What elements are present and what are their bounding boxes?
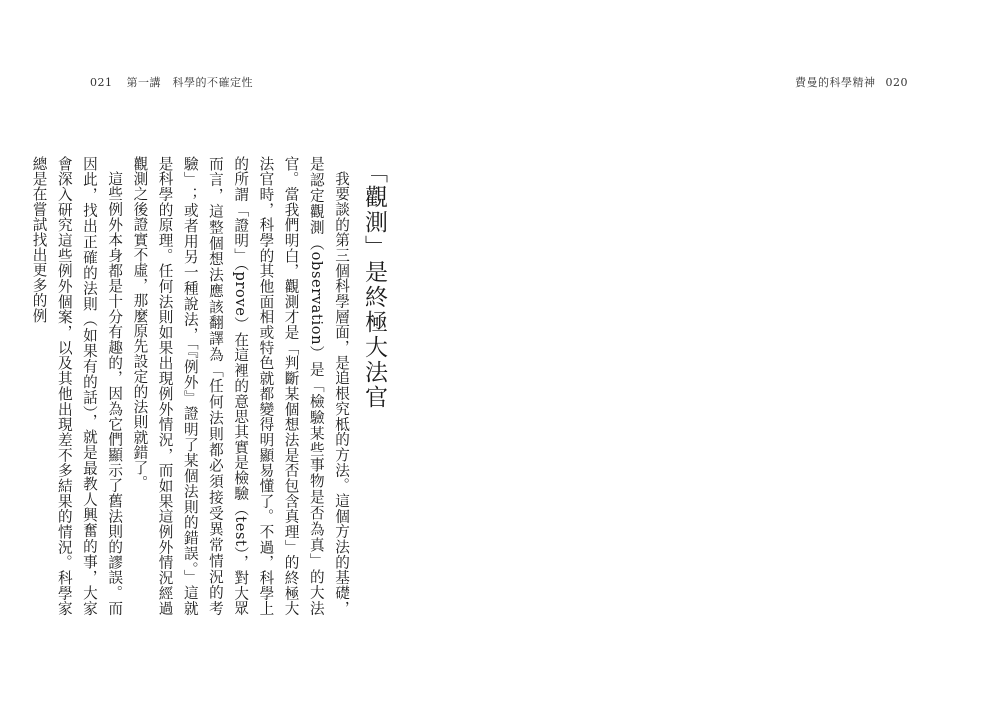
- paragraph: 這些例外本身都是十分有趣的，因為它們顯示了舊法則的謬誤。而因此，找出正確的法則（如果有的話），就是最教人興奮的事，大家會深入研究這些例外個案，以及其他出現差不多結果的情況。科學家總是在嘗試找出更多的例: [30, 156, 124, 616]
- paragraph: 我要談的第三個科學層面，是追根究柢的方法。這個方法的基礎，是認定觀測（observation）是「檢驗某些事物是否為真」的大法官。當我們明白，觀測才是「判斷某個想法是否包含真理」的終極大法官時，科學的其他面相或特色就都變得明顯易懂了。不過，科學上的所謂「證明」（prove）在這裡的意思其實是檢驗（test），對大眾而言，這整個想法應該翻譯為「任何法則都必須接受異常情況的考驗」；或者用另一種說法，「『例外』證明了某個法則的錯誤。」這就是科學的原理。任何法則如果出現例外情況，而如果這例外情況經過觀測之後證實不虛，那麼原先設定的法則就錯了。: [131, 156, 350, 616]
- page-number-left: 021: [90, 76, 113, 89]
- body-text: [30, 156, 354, 616]
- page-number-right: 020: [885, 76, 908, 89]
- running-header-left: [90, 74, 253, 90]
- running-header-right: [795, 74, 908, 90]
- chapter-title: 第一講 科學的不確定性: [126, 76, 253, 89]
- section-heading: 「觀測」是終極大法官: [361, 160, 387, 410]
- book-title: 費曼的科學精神: [795, 76, 876, 89]
